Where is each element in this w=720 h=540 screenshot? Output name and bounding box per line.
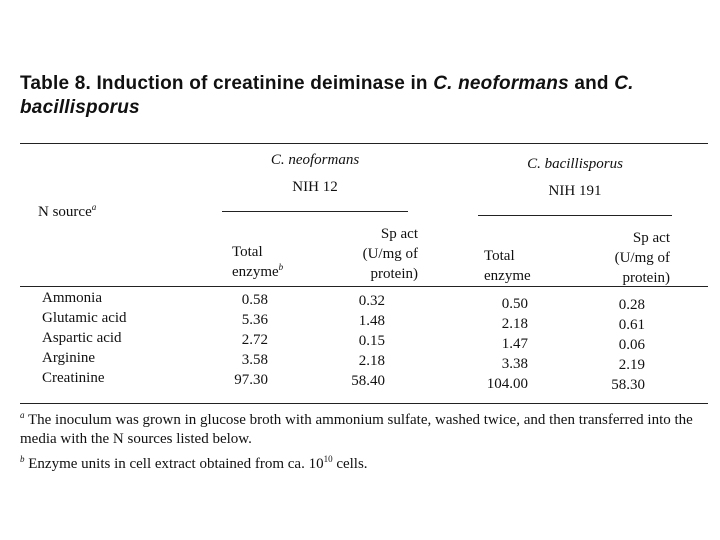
cell-total-2: 2.18 bbox=[501, 316, 528, 332]
cell-spact-1: 2.18 bbox=[358, 353, 385, 369]
footnote-b-exponent: 10 bbox=[323, 454, 333, 464]
title-prefix: Induction of creatinine deiminase in bbox=[96, 73, 428, 94]
cell-total-2: 3.38 bbox=[501, 356, 528, 372]
n-source-header: N source$^a$ bbox=[38, 202, 97, 220]
top-rule bbox=[20, 143, 708, 144]
group-2-rule bbox=[478, 215, 672, 216]
title-and: and bbox=[574, 73, 609, 94]
footnote-b-text-end: cells. bbox=[332, 456, 368, 472]
footnote-b-text: Enzyme units in cell extract obtained from ca. 10 bbox=[28, 456, 324, 472]
header-rule bbox=[20, 286, 708, 287]
cell-total-2: 0.50 bbox=[501, 296, 528, 312]
footnote-a-mark-header: a bbox=[91, 202, 97, 212]
cell-total-2: 1.47 bbox=[501, 336, 528, 352]
cell-spact-2: 0.28 bbox=[618, 297, 645, 313]
group-1-rule bbox=[222, 211, 408, 212]
footnote-b-mark-header: b bbox=[278, 262, 284, 272]
col-total-enzyme-2: Total enzyme bbox=[484, 248, 531, 284]
cell-spact-1: 0.32 bbox=[358, 293, 385, 309]
group-1-organism: C. neoformans bbox=[270, 152, 360, 168]
cell-spact-1: 58.40 bbox=[351, 373, 385, 389]
group-2-strain: NIH 191 bbox=[548, 183, 602, 199]
table-title bbox=[20, 72, 710, 120]
cell-total-1: 3.58 bbox=[241, 352, 268, 368]
cell-total-1: 5.36 bbox=[241, 312, 268, 328]
footnote-b-mark: b bbox=[20, 454, 25, 464]
row-source: Glutamic acid bbox=[42, 310, 127, 326]
cell-spact-1: 1.48 bbox=[358, 313, 385, 329]
cell-spact-2: 0.06 bbox=[618, 337, 645, 353]
table-label: Table 8. bbox=[20, 73, 91, 94]
row-source: Arginine bbox=[42, 350, 96, 366]
cell-total-1: 0.58 bbox=[241, 292, 268, 308]
col-sp-act-1: Sp act (U/mg of protein) bbox=[362, 226, 418, 282]
footnote-b bbox=[20, 455, 710, 474]
title-organism-1: C. neoformans bbox=[433, 73, 569, 94]
col-total-enzyme-1: Total enzyme$^b$ bbox=[232, 244, 284, 280]
row-source: Creatinine bbox=[42, 370, 105, 386]
row-source: Ammonia bbox=[42, 290, 102, 306]
bottom-rule bbox=[20, 403, 708, 404]
footnote-a-text: The inoculum was grown in glucose broth with ammonium sulfate, washed twice, and then transferred into the media with the N sources listed below. bbox=[20, 412, 693, 447]
footnote-a bbox=[20, 411, 710, 449]
row-source: Aspartic acid bbox=[42, 330, 122, 346]
group-1-strain: NIH 12 bbox=[292, 179, 338, 195]
group-2-organism: C. bacillisporus bbox=[527, 156, 623, 172]
cell-spact-2: 0.61 bbox=[618, 317, 645, 333]
cell-total-1: 97.30 bbox=[234, 372, 268, 388]
cell-spact-2: 2.19 bbox=[618, 357, 645, 373]
cell-spact-2: 58.30 bbox=[611, 377, 645, 393]
cell-total-1: 2.72 bbox=[241, 332, 268, 348]
col-sp-act-2: Sp act (U/mg of protein) bbox=[614, 230, 670, 286]
footnote-a-mark: a bbox=[20, 410, 25, 420]
title-organism-2: C. bacillisporus bbox=[20, 73, 634, 118]
cell-spact-1: 0.15 bbox=[358, 333, 385, 349]
cell-total-2: 104.00 bbox=[486, 376, 528, 392]
